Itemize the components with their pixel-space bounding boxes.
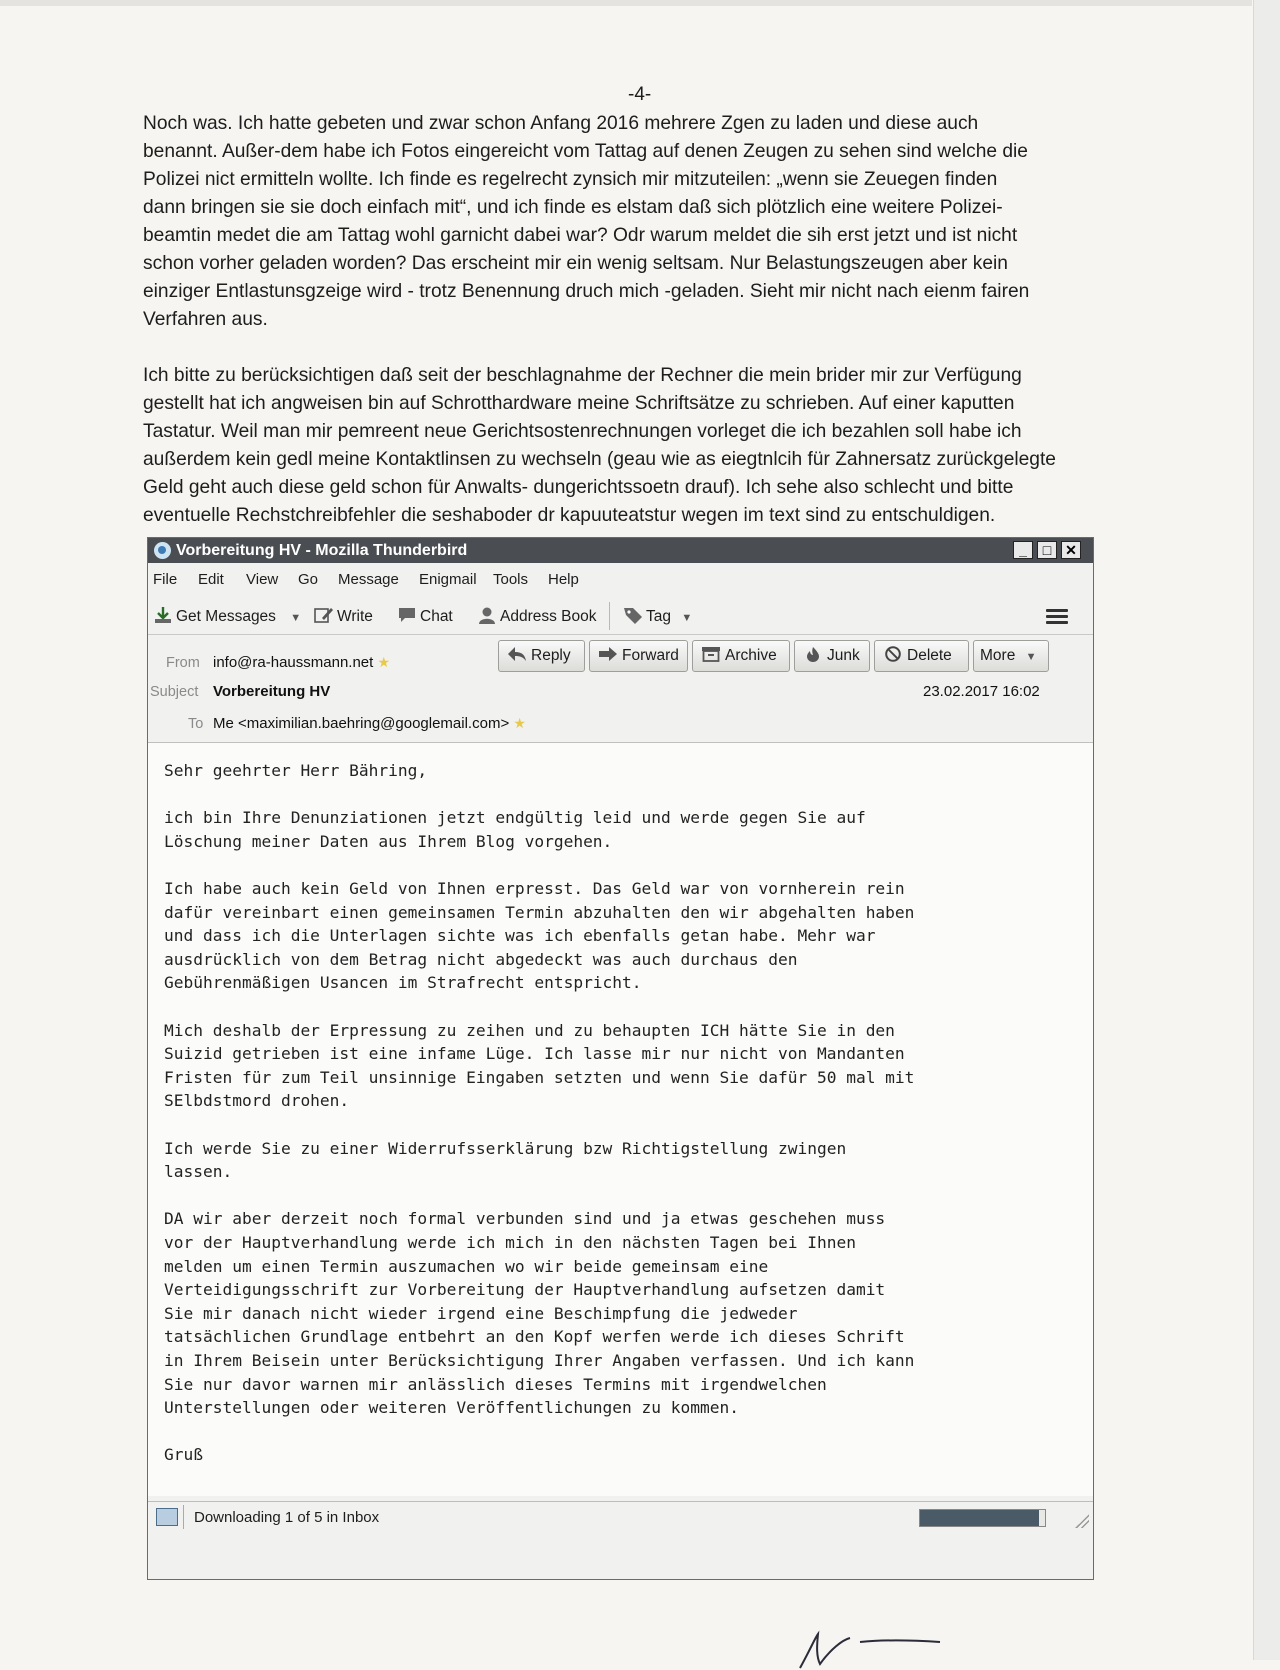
- menu-file[interactable]: File: [153, 571, 178, 588]
- download-icon: [153, 606, 173, 624]
- text-line: Geld geht auch diese geld schon für Anwalts- dungerichtssoetn drauf). Ich sehe also schlecht und bitte: [143, 477, 1014, 498]
- reply-label: Reply: [531, 647, 571, 664]
- archive-box-icon: [701, 643, 721, 659]
- paragraph-complaint: [143, 110, 1153, 334]
- maximize-button[interactable]: □: [1037, 541, 1057, 559]
- menu-message[interactable]: Message: [338, 571, 399, 588]
- message-body[interactable]: [148, 742, 1093, 1496]
- from-value[interactable]: info@ra-haussmann.net ★: [213, 654, 391, 671]
- forward-arrow-icon: [598, 643, 618, 659]
- chevron-down-icon[interactable]: ▼: [290, 612, 302, 624]
- body-line: DA wir aber derzeit noch formal verbunden sind und ja etwas geschehen muss: [164, 1209, 886, 1229]
- body-line: vor der Hauptverhandlung werde ich mich in den nächsten Tagen bei Ihnen: [164, 1233, 856, 1252]
- body-line: Ich habe auch kein Geld von Ihnen erpresst. Das Geld war von vornherein rein: [164, 879, 905, 898]
- pencil-icon: [314, 606, 334, 624]
- body-line: ausdrücklich von dem Betrag nicht abgedeckt was auch durchaus den: [164, 949, 798, 969]
- resize-grip-icon[interactable]: [1075, 1514, 1089, 1528]
- get-messages-label: Get Messages: [176, 608, 276, 625]
- body-line: tatsächlichen Grundlage entbehrt an den Kopf werfen werde ich dieses Schrift: [164, 1327, 905, 1347]
- text-line: Polizei nict ermitteln wollte. Ich finde es regelrecht zynsich mir mitzuteilen: „wenn sie Zeuegen finden: [143, 169, 998, 190]
- from-label: From: [166, 655, 200, 671]
- toolbar-separator: [609, 602, 610, 630]
- menu-edit[interactable]: Edit: [198, 571, 224, 588]
- online-status-icon[interactable]: [156, 1508, 178, 1526]
- body-line: lassen.: [164, 1162, 233, 1182]
- paragraph-apology: [143, 362, 1165, 530]
- more-label: More: [980, 647, 1016, 664]
- body-line: Mich deshalb der Erpressung zu zeihen und zu behaupten ICH hätte Sie in den: [164, 1020, 895, 1040]
- menu-tools[interactable]: Tools: [493, 571, 529, 588]
- body-line: in Ihrem Beisein unter Berücksichtigung Ihrer Angaben verfassen. Und ich kann: [164, 1351, 915, 1370]
- more-button[interactable]: [973, 640, 1049, 672]
- text-line: gestellt hat ich angweisen bin auf Schrotthardware meine Schriftsätze zu schrieben. Auf einer kaputten: [143, 393, 1015, 414]
- forward-button[interactable]: [589, 640, 688, 672]
- text-line: Ich bitte zu berücksichtigen daß seit der beschlagnahme der Rechner die mein brider mir zur Verfügung: [143, 365, 1022, 386]
- contact-icon: [477, 606, 497, 624]
- page-number: -4-: [628, 84, 652, 105]
- archive-button[interactable]: [692, 640, 790, 672]
- menu-help[interactable]: Help: [548, 571, 579, 588]
- app-menu-icon[interactable]: [1046, 609, 1068, 624]
- main-toolbar: [148, 598, 1093, 635]
- download-progress: [919, 1509, 1046, 1527]
- body-line: Unterstellungen oder weiteren Veröffentlichungen zu kommen.: [164, 1398, 739, 1418]
- address-book-button[interactable]: [477, 606, 597, 626]
- chevron-down-icon: ▼: [1025, 651, 1037, 663]
- page-edge-right: [1253, 0, 1280, 1660]
- body-line: Sehr geehrter Herr Bähring,: [164, 761, 428, 780]
- delete-label: Delete: [907, 647, 952, 664]
- no-entry-icon: [883, 643, 903, 659]
- body-line: Verteidigungsschrift zur Vorbereitung der Hauptverhandlung aufsetzen damit: [164, 1280, 886, 1300]
- close-button[interactable]: ✕: [1061, 541, 1081, 559]
- forward-label: Forward: [622, 647, 679, 664]
- body-line: Gebührenmäßigen Usancen im Strafrecht entspricht.: [164, 973, 642, 993]
- text-line: dann bringen sie sie doch einfach mit“, und ich finde es elstam daß sich plötzlich eine weitere Polizei-: [143, 197, 1003, 218]
- text-line: eventuelle Rechstchreibfehler die seshaboder dr kapuuteatstur wegen im text sind zu entschuldigen.: [143, 505, 996, 526]
- body-line: Löschung meiner Daten aus Ihrem Blog vorgehen.: [164, 831, 613, 851]
- body-line: Fristen für zum Teil unsinnige Eingaben setzten und wenn Sie dafür 50 mal mit: [164, 1067, 915, 1087]
- reply-button[interactable]: [498, 640, 585, 672]
- text-line: Verfahren aus.: [143, 309, 268, 330]
- menu-view[interactable]: View: [246, 571, 279, 588]
- text-line: außerdem kein gedl meine Kontaktlinsen zu wechseln (geau wie as eiegtnlcih für Zahnersatz zurückgelegte: [143, 449, 1056, 470]
- junk-label: Junk: [827, 647, 860, 664]
- menu-enigmail[interactable]: Enigmail: [419, 571, 477, 588]
- to-label: To: [188, 716, 204, 732]
- body-line: Gruß: [164, 1445, 203, 1465]
- text-line: einziger Entlastunsgzeige wird - trotz Benennung druch mich -geladen. Sieht mir nicht nach eienm fairen: [143, 281, 1030, 302]
- thunderbird-window: [147, 537, 1094, 1580]
- subject-label: Subject: [150, 684, 199, 700]
- get-messages-button[interactable]: [153, 606, 301, 626]
- write-label: Write: [337, 608, 373, 625]
- text-line: Tastatur. Weil man mir pemreent neue Gerichtsostenrechnungen vorleget die ich bezahlen soll habe ich: [143, 421, 1022, 442]
- status-bar: [148, 1501, 1093, 1532]
- status-text: Downloading 1 of 5 in Inbox: [194, 1509, 380, 1526]
- star-icon[interactable]: ★: [377, 654, 391, 670]
- window-titlebar[interactable]: [148, 538, 1093, 563]
- menu-bar: [148, 565, 1093, 595]
- flame-icon: [803, 643, 823, 659]
- text-line: beamtin medet die am Tattag wohl garnicht dabei war? Odr warum meldet die sih erst jetzt und ist nicht: [143, 225, 1018, 246]
- delete-button[interactable]: [874, 640, 969, 672]
- junk-button[interactable]: [794, 640, 870, 672]
- body-line: Sie mir danach nicht wieder irgend eine Beschimpfung die jedweder: [164, 1303, 798, 1323]
- text-line: Noch was. Ich hatte gebeten und zwar schon Anfang 2016 mehrere Zgen zu laden und diese auch: [143, 113, 979, 134]
- to-value[interactable]: Me <maximilian.baehring@googlemail.com> ★: [213, 715, 526, 732]
- progress-fill: [920, 1510, 1039, 1526]
- star-icon[interactable]: ★: [513, 715, 526, 731]
- archive-label: Archive: [725, 647, 777, 664]
- message-date: 23.02.2017 16:02: [923, 683, 1040, 700]
- write-button[interactable]: [314, 606, 373, 626]
- body-line: Suizid getrieben ist eine infame Lüge. Ich lasse mir nur nicht von Mandanten: [164, 1044, 905, 1064]
- page-edge-top: [0, 0, 1252, 6]
- chevron-down-icon[interactable]: ▼: [681, 612, 693, 624]
- chat-button[interactable]: [397, 606, 453, 626]
- status-divider: [183, 1505, 184, 1529]
- body-line: ich bin Ihre Denunziationen jetzt endgültig leid und werde gegen Sie auf: [164, 808, 866, 828]
- subject-value: Vorbereitung HV: [213, 683, 331, 700]
- reply-arrow-icon: [507, 643, 527, 659]
- body-line: Sie nur davor warnen mir anlässlich dieses Termins mit irgendwelchen: [164, 1374, 827, 1394]
- body-line: Ich werde Sie zu einer Widerrufsserklärung bzw Richtigstellung zwingen: [164, 1138, 847, 1158]
- tag-button[interactable]: [623, 606, 692, 626]
- tag-label: Tag: [646, 608, 671, 625]
- body-line: dafür vereinbart einen gemeinsamen Termin abzuhalten den wir abgehalten haben: [164, 902, 915, 922]
- minimize-button[interactable]: _: [1013, 541, 1033, 559]
- address-book-label: Address Book: [500, 608, 597, 625]
- text-line: benannt. Außer-dem habe ich Fotos eingereicht vom Tattag auf denen Zeugen zu sehen sind welche die: [143, 141, 1028, 162]
- body-line: melden um einen Termin auszumachen wo wir beide gemeinsam eine: [164, 1256, 769, 1276]
- thunderbird-icon: [154, 542, 171, 559]
- signature-mark: [790, 1630, 950, 1670]
- body-line: und dass ich die Unterlagen sichte was ich ebenfalls getan habe. Mehr war: [164, 926, 876, 946]
- window-title: Vorbereitung HV - Mozilla Thunderbird: [176, 542, 468, 559]
- text-line: schon vorher geladen worden? Das erscheint mir ein wenig seltsam. Nur Belastungszeugen aber kein: [143, 253, 1008, 274]
- tag-icon: [623, 606, 643, 624]
- body-line: SElbdstmord drohen.: [164, 1091, 350, 1111]
- menu-go[interactable]: Go: [298, 571, 319, 588]
- chat-bubble-icon: [397, 606, 417, 624]
- chat-label: Chat: [420, 608, 453, 625]
